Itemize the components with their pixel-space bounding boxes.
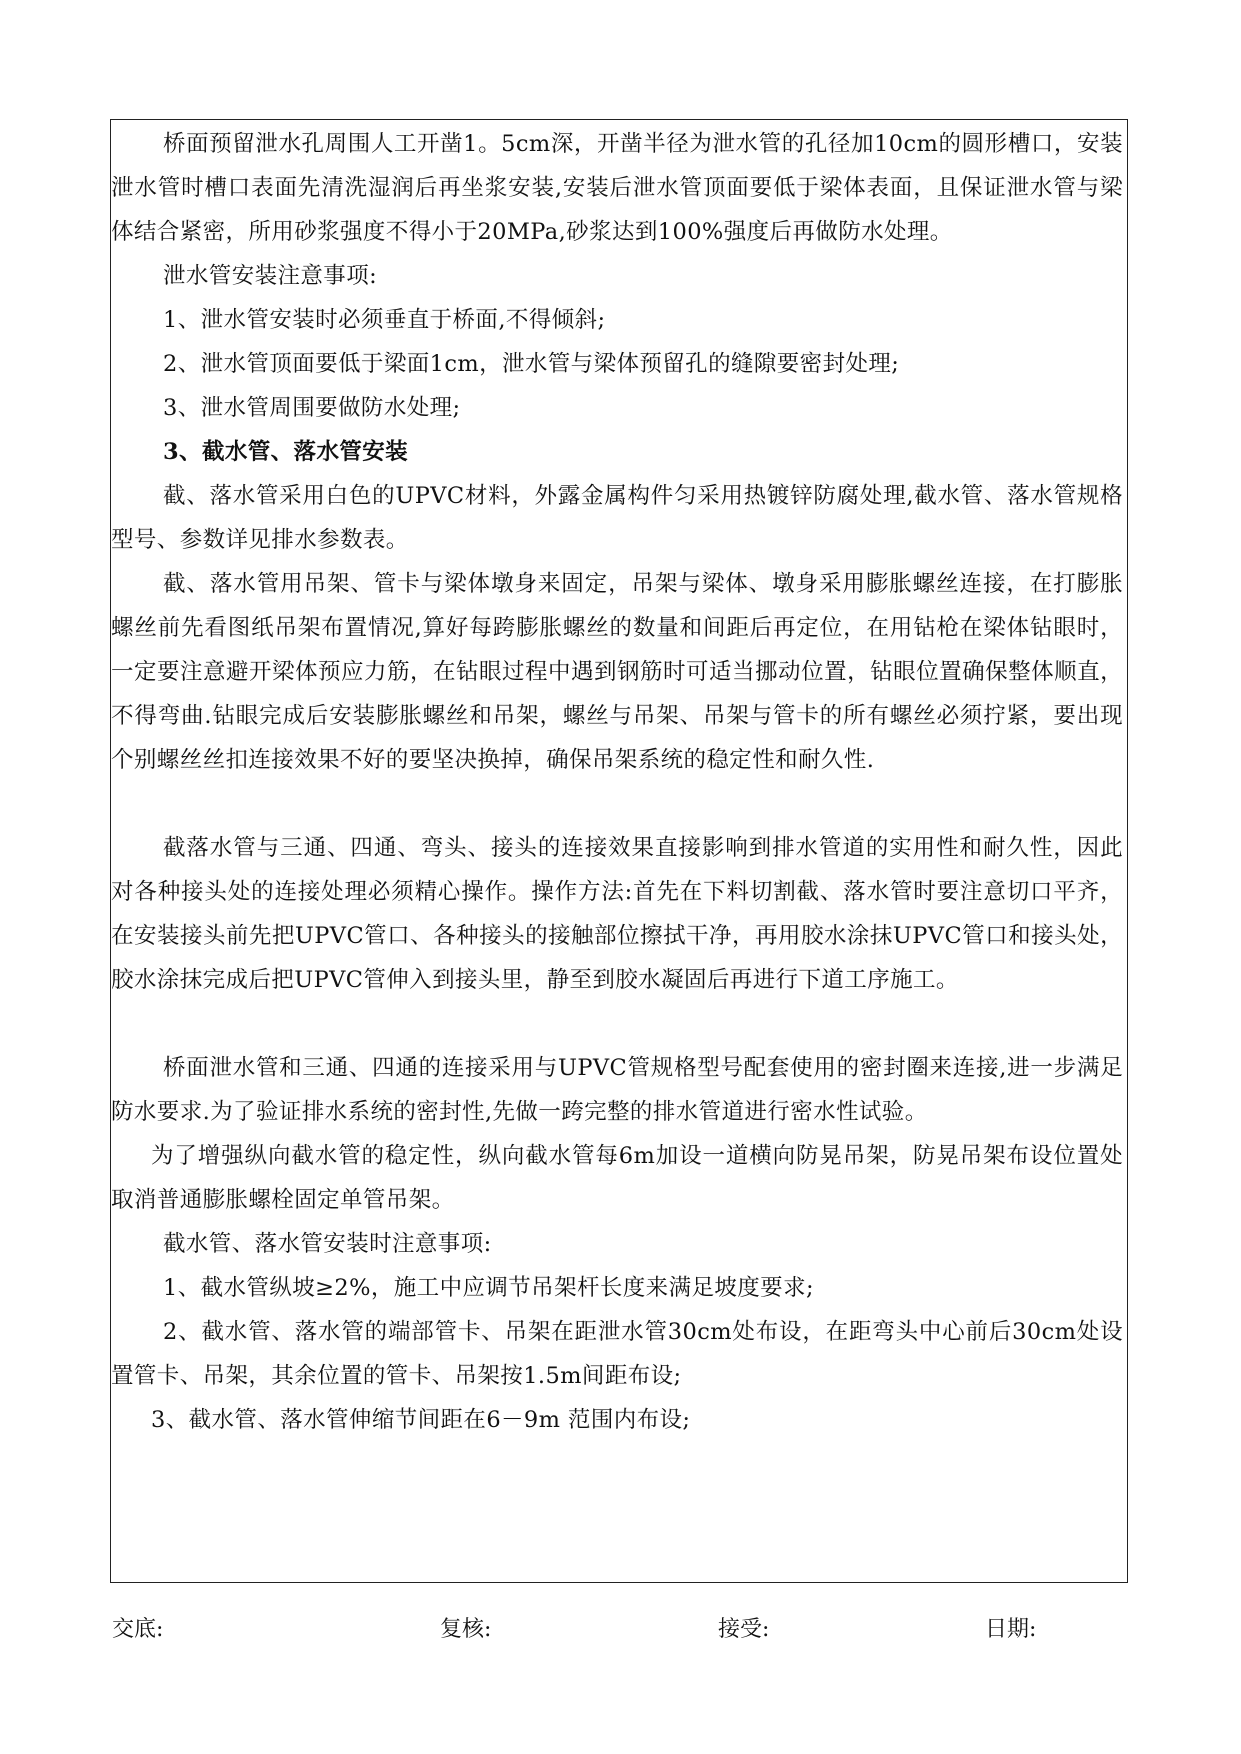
section-heading: 3、截水管、落水管安装 [163,439,409,465]
paragraph-stability: 为了增强纵向截水管的稳定性，纵向截水管每6m加设一道横向防晃吊架，防晃吊架布设位置处取消普通膨胀螺栓固定单管吊架。 [111,1143,1123,1213]
paragraph-joints: 截落水管与三通、四通、弯头、接头的连接效果直接影响到排水管道的实用性和耐久性，因此对各种接头处的连接处理必须精心操作。操作方法:首先在下料切割截、落水管时要注意切口平齐，在安装接头前先把UPVC管口、各种接头的接触部位擦拭干净，再用胶水涂抹UPVC管口和接头处，胶水涂抹完成后把UPVC管伸入到接头里，静至到胶水凝固后再进行下道工序施工。 [111,835,1123,993]
paragraph-seal: 桥面泄水管和三通、四通的连接采用与UPVC管规格型号配套使用的密封圈来连接,进一步满足防水要求.为了验证排水系统的密封性,先做一跨完整的排水管道进行密水性试验。 [111,1055,1123,1125]
paragraph-pipe-note-3: 3、截水管、落水管伸缩节间距在6－9m 范围内布设; [151,1407,691,1433]
footer-fuhe: 复核: [440,1617,492,1642]
paragraph-drain-notes-title: 泄水管安装注意事项: [163,263,378,289]
paragraph-drain-hole: 桥面预留泄水孔周围人工开凿1。5cm深，开凿半径为泄水管的孔径加10cm的圆形槽口，安装泄水管时槽口表面先清洗湿润后再坐浆安装,安装后泄水管顶面要低于梁体表面，且保证泄水管与梁体结合紧密，所用砂浆强度不得小于20MPa,砂浆达到100%强度后再做防水处理。 [111,131,1123,245]
paragraph-pipe-note-2: 2、截水管、落水管的端部管卡、吊架在距泄水管30cm处布设，在距弯头中心前后30cm处设置管卡、吊架，其余位置的管卡、吊架按1.5m间距布设; [111,1319,1123,1389]
paragraph-drain-note-3: 3、泄水管周围要做防水处理; [163,395,461,421]
paragraph-fixing: 截、落水管用吊架、管卡与梁体墩身来固定，吊架与梁体、墩身采用膨胀螺丝连接，在打膨胀螺丝前先看图纸吊架布置情况,算好每跨膨胀螺丝的数量和间距后再定位，在用钻枪在梁体钻眼时，一定要注意避开梁体预应力筋，在钻眼过程中遇到钢筋时可适当挪动位置，钻眼位置确保整体顺直，不得弯曲.钻眼完成后安装膨胀螺丝和吊架，螺丝与吊架、吊架与管卡的所有螺丝必须拧紧，要出现个别螺丝丝扣连接效果不好的要坚决换掉，确保吊架系统的稳定性和耐久性. [111,571,1123,773]
paragraph-pipe-notes-title: 截水管、落水管安装时注意事项: [163,1231,492,1257]
content-frame [110,119,1128,1583]
footer-jieshou: 接受: [718,1617,770,1642]
paragraph-material: 截、落水管采用白色的UPVC材料，外露金属构件匀采用热镀锌防腐处理,截水管、落水管规格型号、参数详见排水参数表。 [111,483,1123,553]
paragraph-drain-note-2: 2、泄水管顶面要低于梁面1cm，泄水管与梁体预留孔的缝隙要密封处理; [163,351,900,377]
paragraph-pipe-note-1: 1、截水管纵坡≥2%，施工中应调节吊架杆长度来满足坡度要求; [163,1275,814,1301]
footer-riqi: 日期: [985,1617,1037,1642]
footer-jiaodi: 交底: [112,1617,164,1642]
paragraph-drain-note-1: 1、泄水管安装时必须垂直于桥面,不得倾斜; [163,307,606,333]
